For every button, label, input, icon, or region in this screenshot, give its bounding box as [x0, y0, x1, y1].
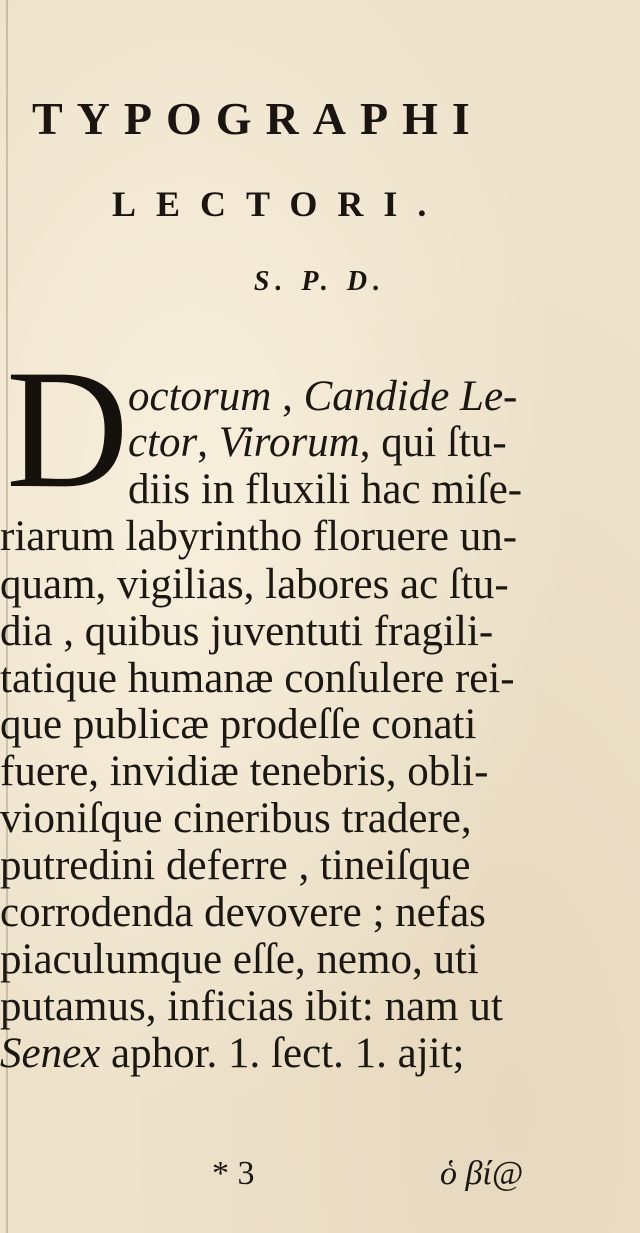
- roman-text: , qui ſtu-: [359, 419, 507, 466]
- text-line: [0, 560, 509, 610]
- roman-text: piaculumque eſſe, nemo, uti: [0, 936, 479, 983]
- text-line: [0, 607, 493, 657]
- drop-capital: D: [6, 335, 129, 523]
- italic-text: ctor: [128, 419, 198, 466]
- text-line: [0, 982, 503, 1032]
- italic-text: Senex: [0, 1030, 101, 1077]
- roman-text: ,: [271, 373, 304, 420]
- text-line: [0, 512, 517, 562]
- roman-text: quam, vigilias, labores ac ſtu-: [0, 561, 509, 608]
- roman-text: corrodenda devovere ; nefas: [0, 889, 486, 936]
- roman-text: vioniſque cineribus tradere,: [0, 795, 472, 842]
- text-line: [0, 888, 486, 938]
- roman-text: putredini deferre , tineiſque: [0, 842, 471, 889]
- italic-text: Virorum: [218, 419, 360, 466]
- text-line: [128, 372, 517, 422]
- roman-text: aphor. 1. ſect. 1. ajit;: [100, 1030, 465, 1077]
- roman-text: diis in fluxili hac miſe-: [128, 466, 523, 513]
- text-line: [0, 794, 472, 844]
- italic-text: Candide Le-: [303, 373, 518, 420]
- roman-text: fuere, invidiæ tenebris, obli-: [0, 748, 489, 795]
- roman-text: riarum labyrintho floruere un-: [0, 513, 518, 560]
- text-line: [0, 700, 476, 750]
- salutation: S. P. D.: [253, 266, 387, 297]
- page-title: TYPOGRAPHI: [32, 93, 484, 144]
- text-line: [0, 1029, 465, 1079]
- text-line: [0, 654, 515, 704]
- roman-text: tatique humanæ conſulere rei-: [0, 655, 515, 702]
- roman-text: que publicæ prodeſſe conati: [0, 701, 477, 748]
- text-line: [0, 841, 470, 891]
- text-line: [0, 935, 479, 985]
- signature-mark: * 3: [212, 1155, 255, 1192]
- italic-text: octorum: [128, 373, 272, 420]
- roman-text: dia , quibus juventuti fragili-: [0, 608, 494, 655]
- roman-text: ,: [197, 419, 219, 466]
- text-line: [128, 465, 522, 515]
- text-line: [0, 747, 488, 797]
- page-subtitle: LECTORI.: [112, 184, 447, 224]
- roman-text: putamus, inficias ibit: nam ut: [0, 983, 503, 1030]
- text-line: [128, 418, 507, 468]
- catchword: ὁ βί@: [440, 1155, 524, 1192]
